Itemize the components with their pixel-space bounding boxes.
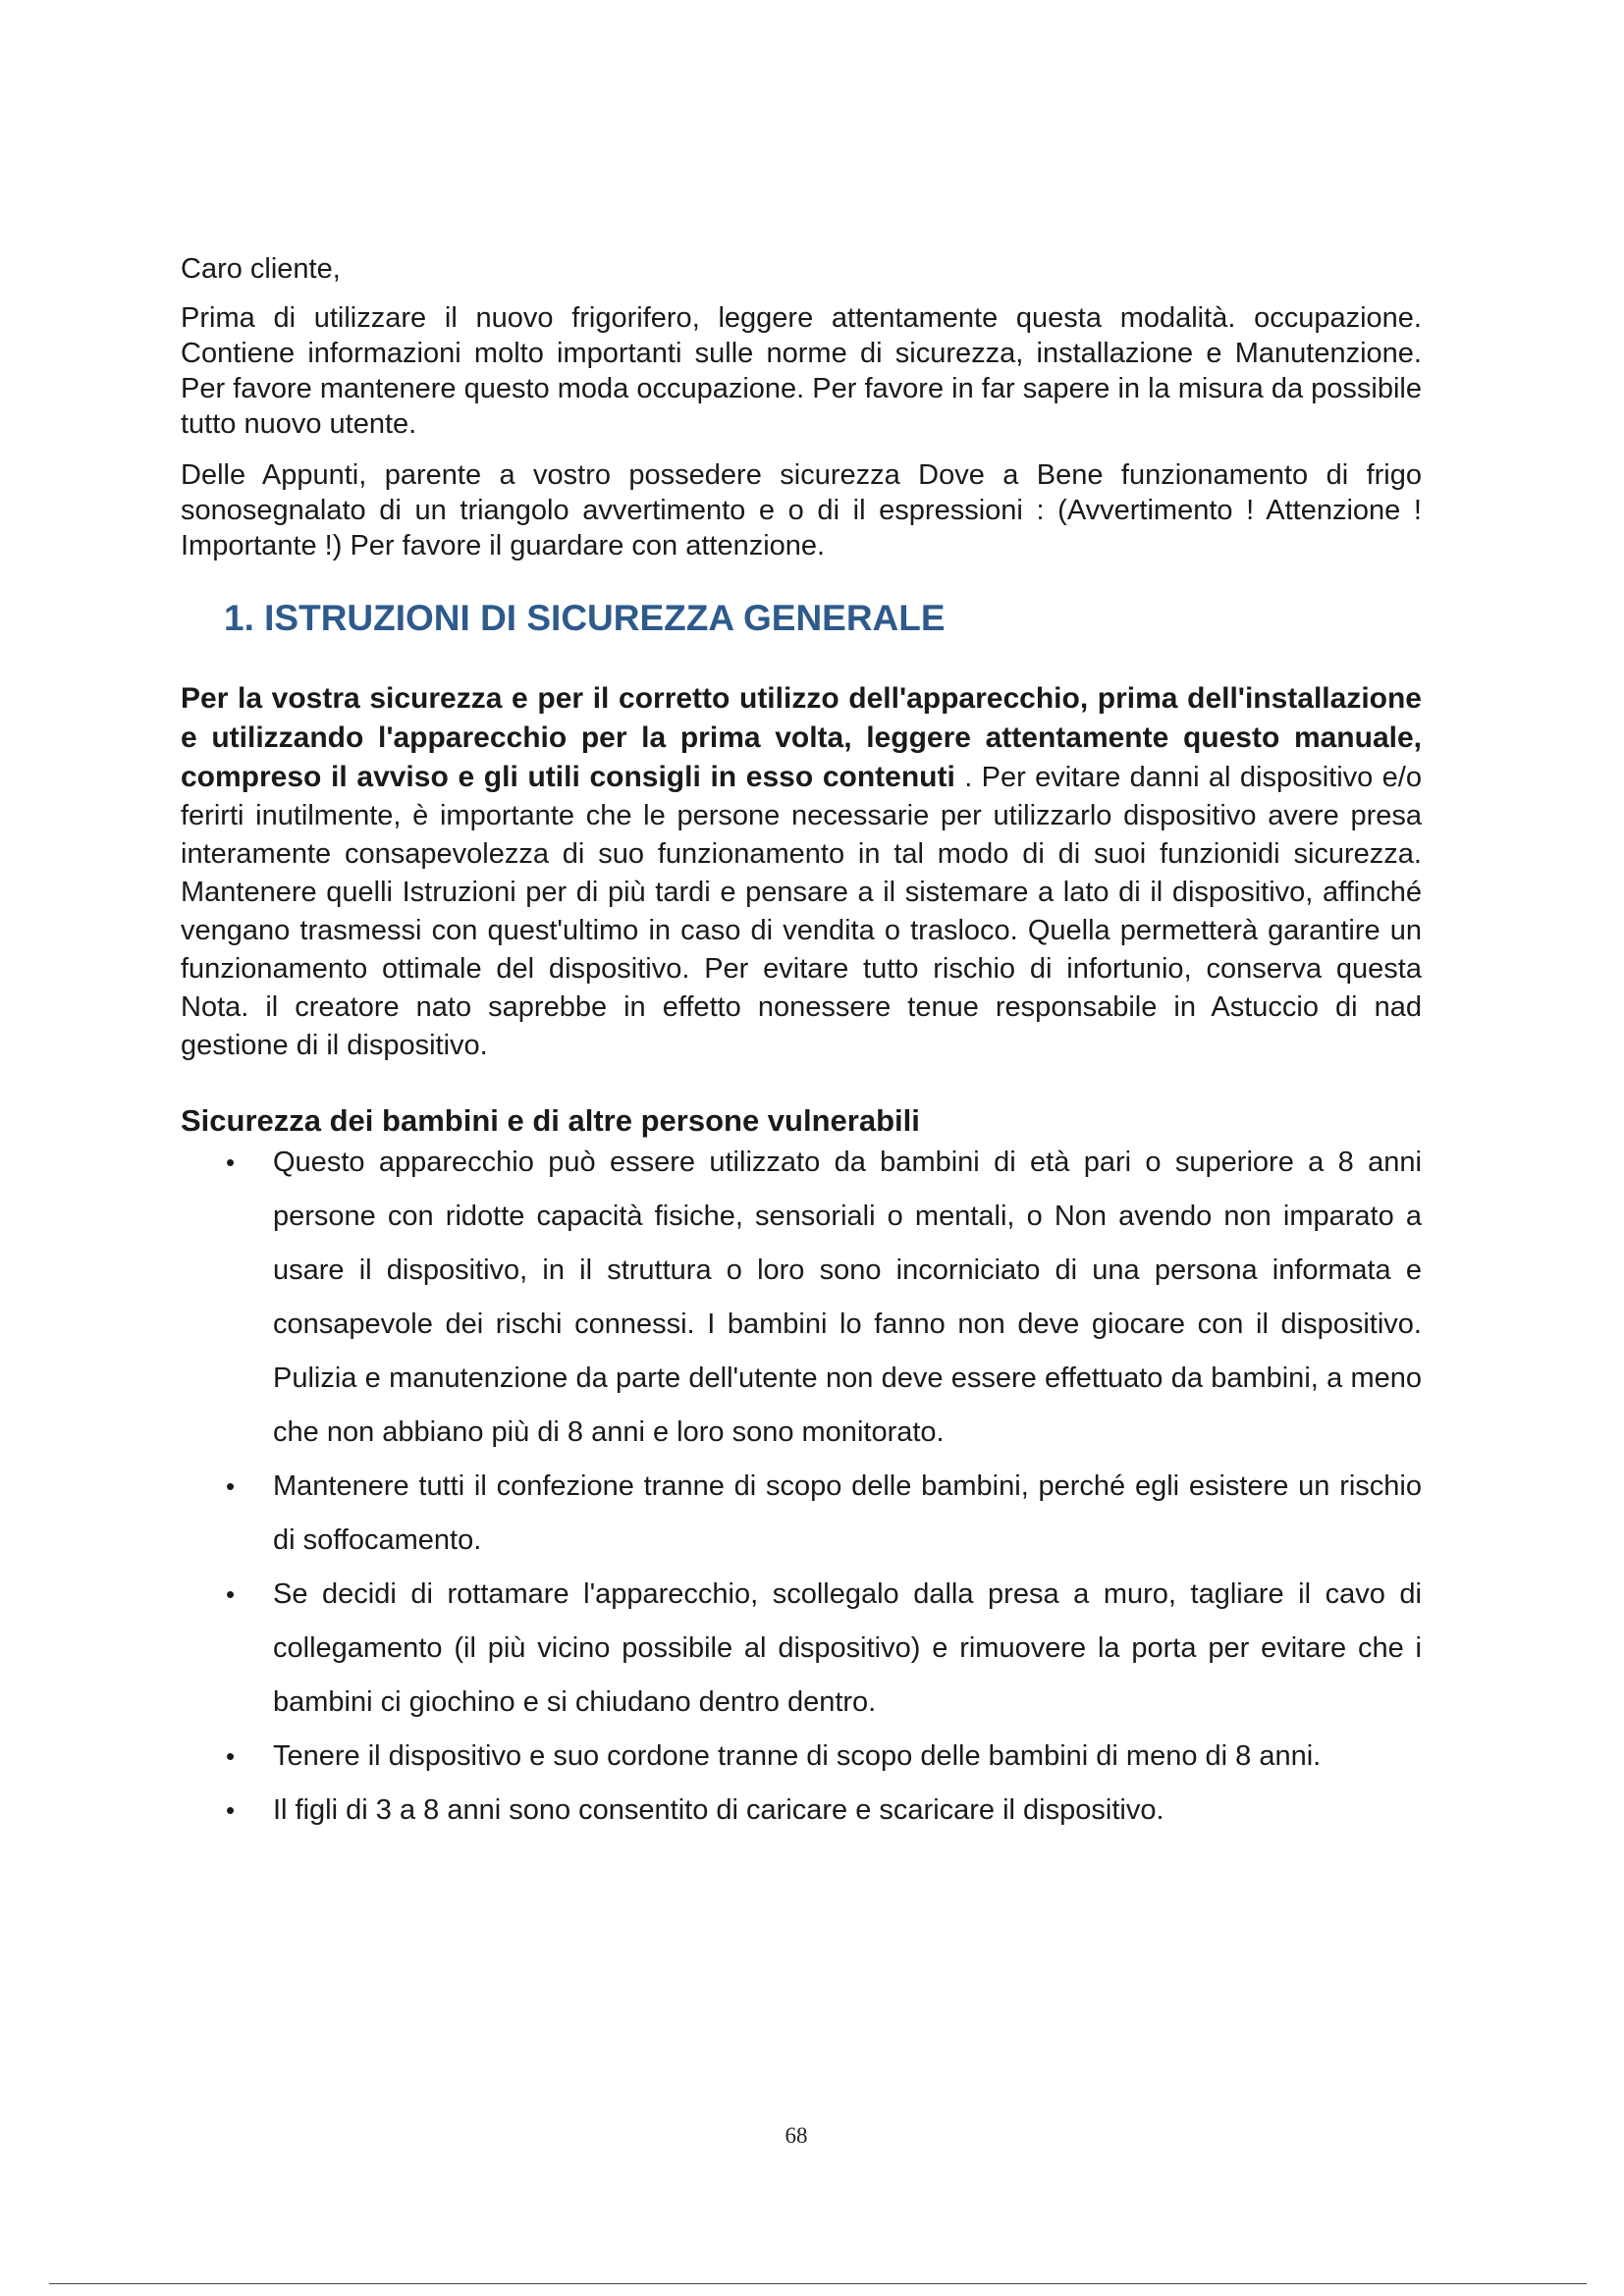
- list-item-text: Se decidi di rottamare l'apparecchio, scollegalo dalla presa a muro, tagliare il cavo di collegamento (il più vicino possibile al dispositivo) e rimuovere la porta per evitare che i bambini ci giochino e si chiudano dentro dentro.: [273, 1578, 1422, 1718]
- children-safety-list: [181, 1136, 1422, 1838]
- safety-body: . Per evitare danni al dispositivo e/o ferirti inutilmente, è importante che le persone necessarie per utilizzarlo dispositivo avere presa interamente consapevolezza di suo funzionamento in tal modo di di suoi funzionidi sicurezza. Mantenere quelli Istruzioni per di più tardi e pensare a il sistemare a lato di il dispositivo, affinché vengano trasmessi con quest'ultimo in caso di vendita o trasloco. Quella permetterà garantire un funzionamento ottimale del dispositivo. Per evitare tutto rischio di infortunio, conserva questa Nota. il creatore nato saprebbe in effetto nonessere tenue responsabile in Astuccio di nad gestione di il dispositivo.: [181, 762, 1422, 1061]
- list-item-text: Tenere il dispositivo e suo cordone tranne di scopo delle bambini di meno di 8 anni.: [273, 1740, 1322, 1772]
- list-item: [181, 1784, 1422, 1838]
- list-item: [181, 1730, 1422, 1784]
- list-item-text: Mantenere tutti il confezione tranne di scopo delle bambini, perché egli esistere un rischio di soffocamento.: [273, 1470, 1422, 1556]
- bullet-icon: •: [226, 1579, 236, 1609]
- list-item: [181, 1460, 1422, 1568]
- list-item-text: Il figli di 3 a 8 anni sono consentito di caricare e scaricare il dispositivo.: [273, 1794, 1164, 1826]
- list-item: [181, 1136, 1422, 1460]
- intro-paragraph: Prima di utilizzare il nuovo frigorifero, leggere attentamente questa modalità. occupazione. Contiene informazioni molto importanti sulle norme di sicurezza, installazione e Manutenzione. Per favore mantenere questo moda occupazione. Per favore in far sapere in la misura da possibile tutto nuovo utente.: [181, 302, 1422, 440]
- children-safety-heading: Sicurezza dei bambini e di altre persone vulnerabili: [181, 1103, 920, 1138]
- bullet-icon: •: [226, 1471, 236, 1501]
- page-number: 68: [785, 2123, 808, 2148]
- safety-paragraph: [181, 679, 1422, 1065]
- safety-lead-bold: Per la vostra sicurezza e per il corretto utilizzo dell'apparecchio, prima dell'installazione e utilizzando l'apparecchio per la prima volta, leggere attentamente questo manuale, compreso il avviso e gli utili consigli in esso contenuti: [181, 682, 1422, 793]
- bullet-icon: •: [226, 1148, 236, 1177]
- bullet-icon: •: [226, 1795, 236, 1825]
- list-item-text: Questo apparecchio può essere utilizzato da bambini di età pari o superiore a 8 anni persone con ridotte capacità fisiche, sensoriali o mentali, o Non avendo non imparato a usare il dispositivo, in il struttura o loro sono incorniciato di una persona informata e consapevole dei rischi connessi. I bambini lo fanno non deve giocare con il dispositivo. Pulizia e manutenzione da parte dell'utente non deve essere effettuato da bambini, a meno che non abbiano più di 8 anni e loro sono monitorato.: [273, 1147, 1422, 1448]
- list-item: [181, 1568, 1422, 1730]
- page-content: [181, 251, 1422, 1838]
- section-title: 1. ISTRUZIONI DI SICUREZZA GENERALE: [224, 598, 946, 638]
- notes-paragraph: Delle Appunti, parente a vostro possedere sicurezza Dove a Bene funzionamento di frigo sonosegnalato di un triangolo avvertimento e o di il espressioni : (Avvertimento ! Attenzione ! Importante !) Per favore il guardare con attenzione.: [181, 459, 1422, 561]
- bullet-icon: •: [226, 1741, 236, 1771]
- footer-divider: [49, 2283, 1587, 2284]
- salutation: Caro cliente,: [181, 253, 341, 285]
